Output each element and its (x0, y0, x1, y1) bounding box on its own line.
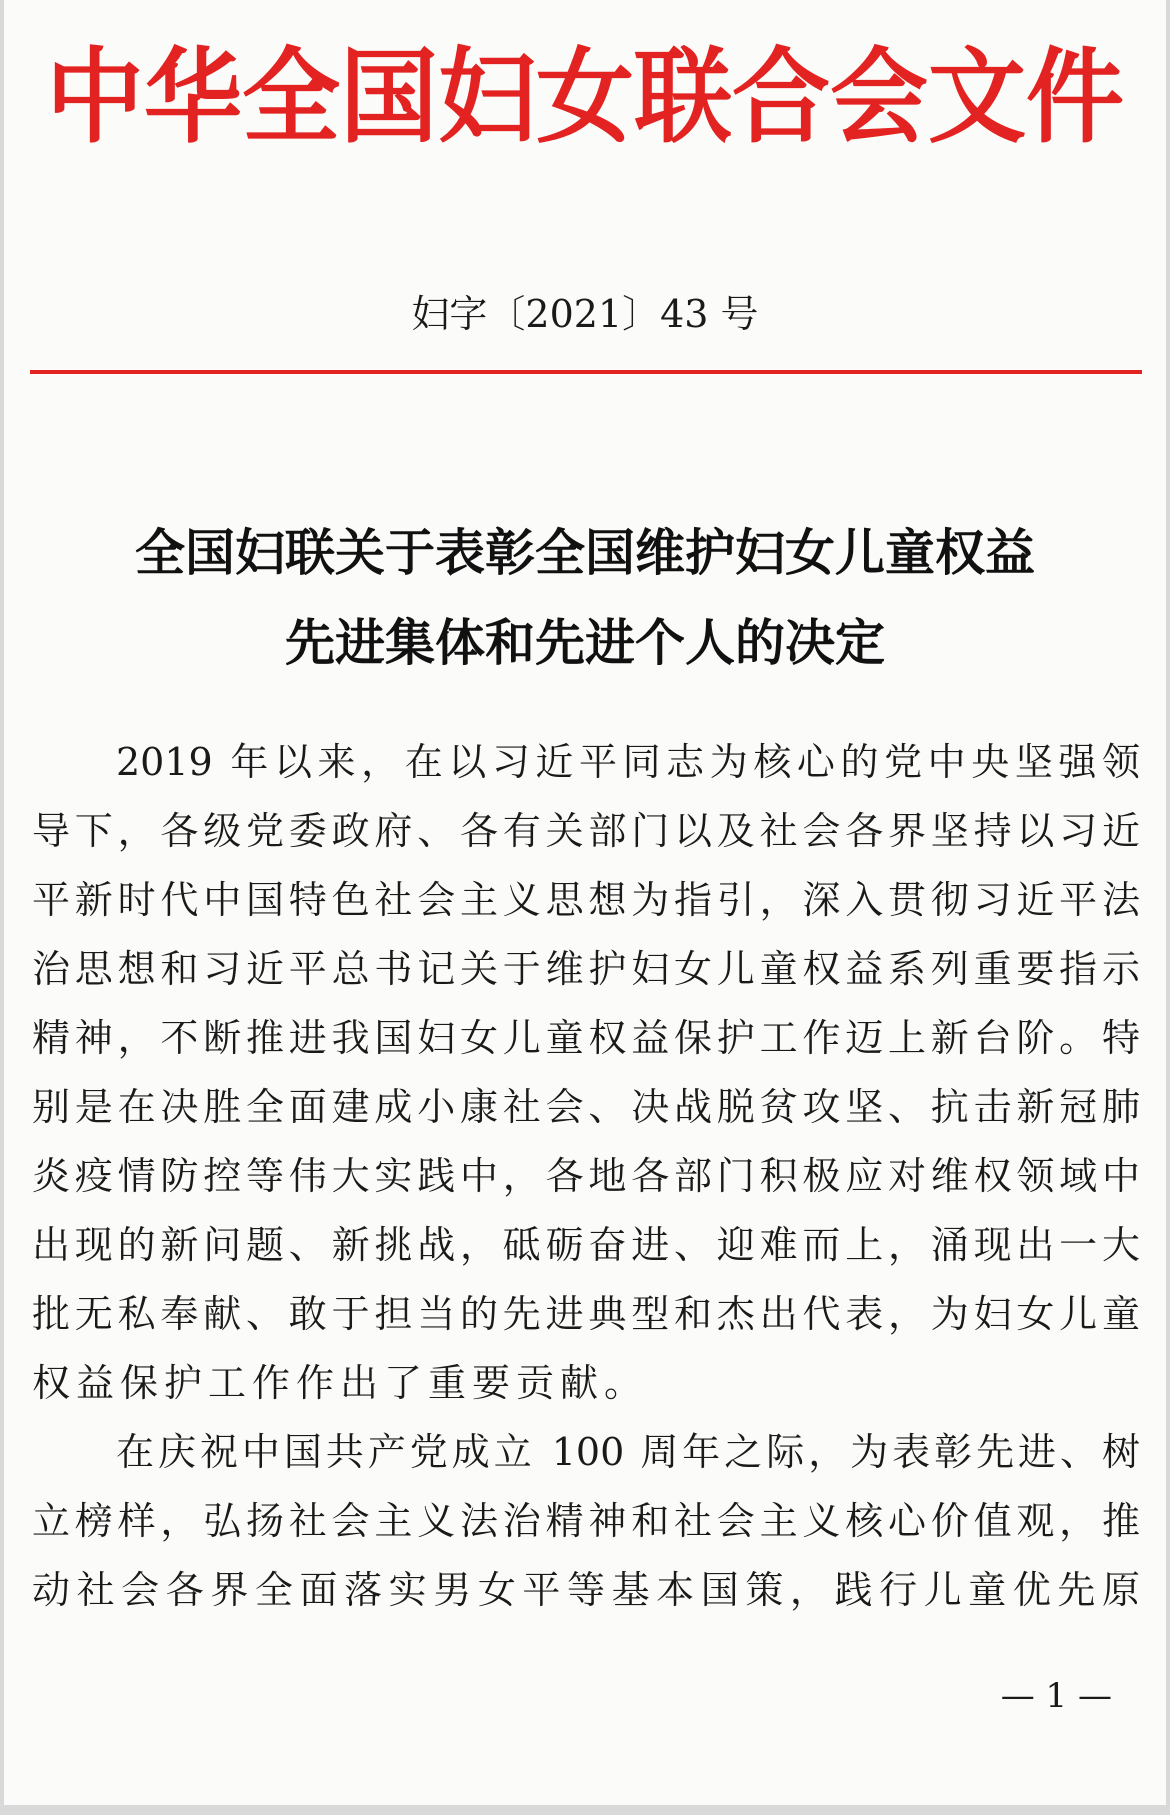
masthead-title: 中华全国妇女联合会文件 (45, 37, 1124, 158)
body-text (32, 728, 1140, 1625)
body-line: 治思想和习近平总书记关于维护妇女儿童权益系列重要指示 (32, 947, 1140, 991)
red-separator-line (30, 370, 1142, 374)
document-page (4, 0, 1166, 1805)
body-line: 炎疫情防控等伟大实践中，各地各部门积极应对维权领域中 (32, 1154, 1140, 1198)
body-line: 精神，不断推进我国妇女儿童权益保护工作迈上新台阶。特 (32, 1016, 1140, 1060)
body-line: 批无私奉献、敢于担当的先进典型和杰出代表，为妇女儿童 (32, 1292, 1140, 1336)
body-line: 在庆祝中国共产党成立 100 周年之际，为表彰先进、树 (116, 1430, 1140, 1474)
document-title (4, 508, 1166, 688)
body-line: 权益保护工作作出了重要贡献。 (32, 1361, 649, 1405)
body-line: 立榜样，弘扬社会主义法治精神和社会主义核心价值观，推 (32, 1499, 1140, 1543)
body-line: 平新时代中国特色社会主义思想为指引，深入贯彻习近平法 (32, 878, 1140, 922)
body-line: 出现的新问题、新挑战，砥砺奋进、迎难而上，涌现出一大 (32, 1223, 1140, 1267)
body-line: 2019 年以来，在以习近平同志为核心的党中央坚强领 (116, 740, 1140, 784)
body-line: 别是在决胜全面建成小康社会、决战脱贫攻坚、抗击新冠肺 (32, 1085, 1140, 1129)
title-line-2: 先进集体和先进个人的决定 (285, 613, 885, 672)
document-number: 妇字〔2021〕43 号 (411, 292, 759, 336)
page-number: — 1 — (1000, 1676, 1112, 1716)
title-line-1: 全国妇联关于表彰全国维护妇女儿童权益 (135, 523, 1035, 582)
body-line: 动社会各界全面落实男女平等基本国策，践行儿童优先原 (32, 1568, 1140, 1612)
body-line: 导下，各级党委政府、各有关部门以及社会各界坚持以习近 (32, 809, 1140, 853)
